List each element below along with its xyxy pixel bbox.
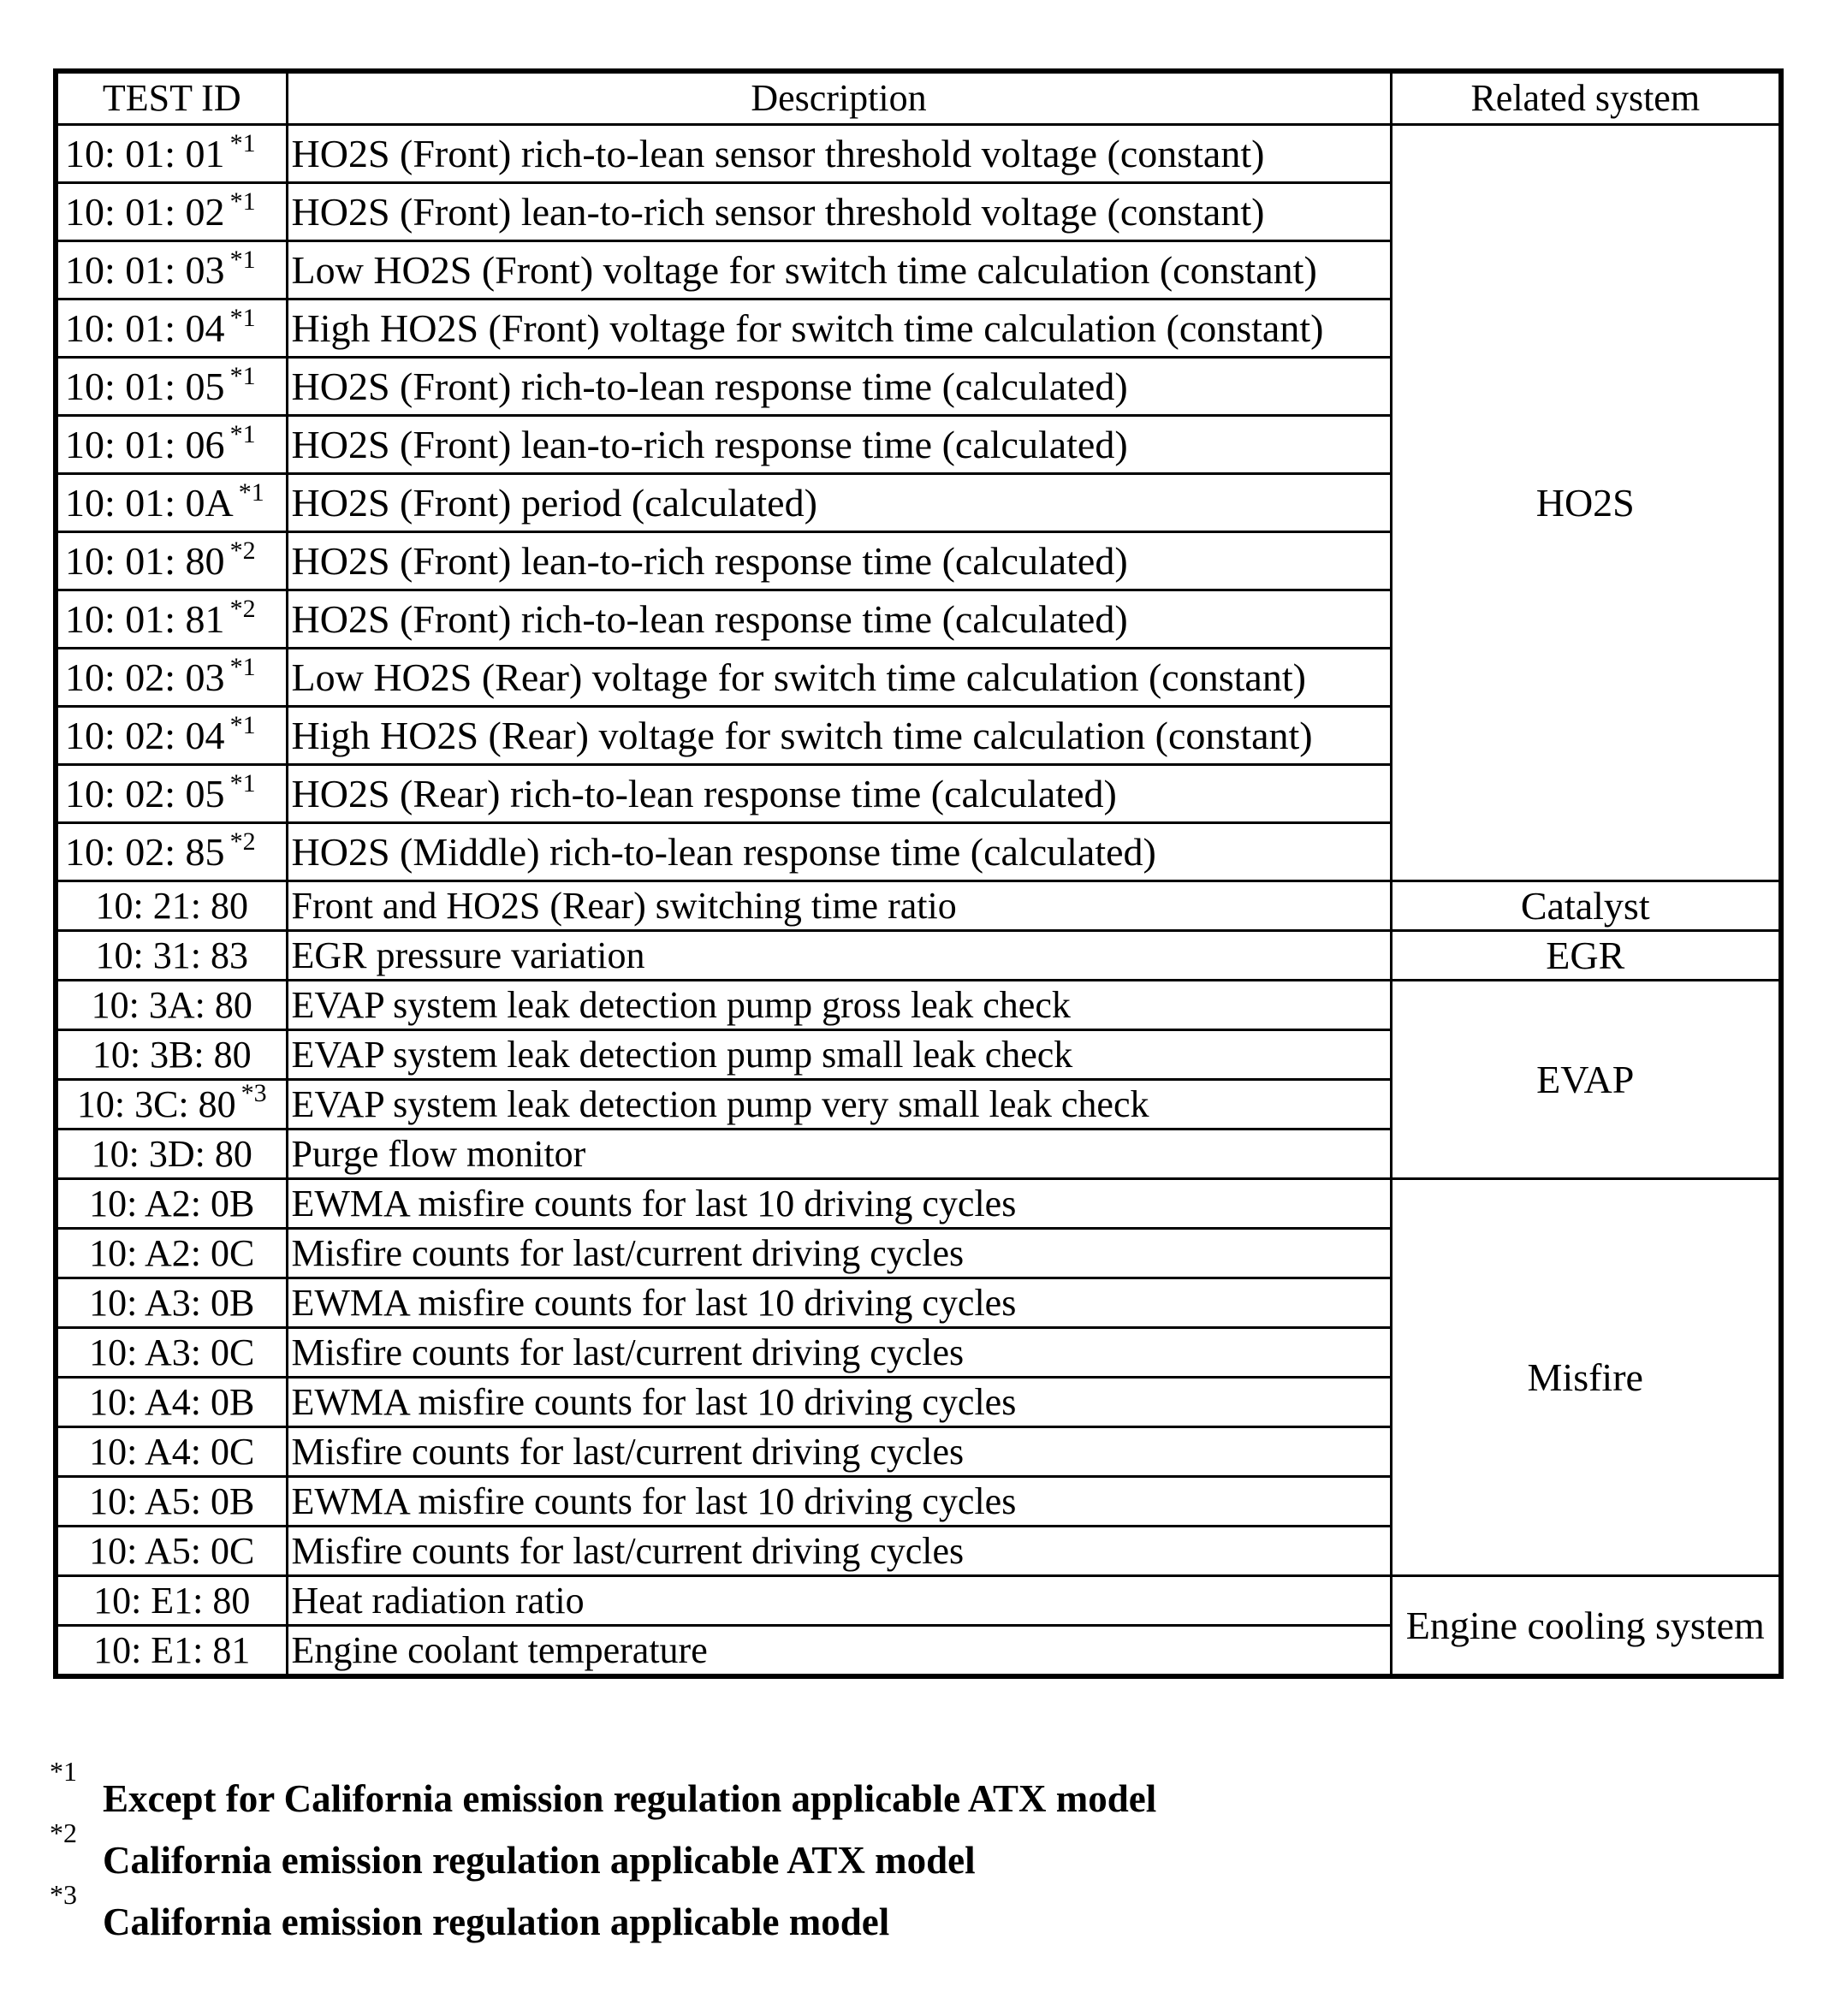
test-id-value: 10: 01: 80 [65, 538, 225, 583]
header-test-id: TEST ID [56, 71, 287, 125]
test-id-value: 10: 3A: 80 [91, 983, 252, 1026]
test-id-cell [56, 1278, 287, 1328]
test-id-cell [56, 125, 287, 183]
related-system-cell: EGR [1391, 931, 1781, 981]
footnote-mark: *1 [238, 477, 264, 507]
test-id-cell [56, 1179, 287, 1229]
test-id-cell [56, 1080, 287, 1130]
related-system-cell: EVAP [1391, 981, 1781, 1179]
test-id-value: 10: A5: 0C [89, 1529, 255, 1572]
test-id-value: 10: 02: 03 [65, 655, 225, 699]
test-id-value: 10: A4: 0B [89, 1380, 255, 1423]
header-description: Description [287, 71, 1391, 125]
test-id-cell [56, 823, 287, 881]
test-id-value: 10: 02: 05 [65, 771, 225, 815]
test-id-cell [56, 1030, 287, 1080]
related-system-cell: HO2S [1391, 125, 1781, 881]
test-id-cell [56, 931, 287, 981]
test-id-value: 10: 31: 83 [95, 934, 248, 976]
related-system-cell: Misfire [1391, 1179, 1781, 1576]
test-id-cell [56, 241, 287, 299]
test-id-value: 10: 01: 06 [65, 422, 225, 466]
test-id-cell [56, 981, 287, 1030]
test-id-cell [56, 532, 287, 590]
test-id-cell [56, 1527, 287, 1576]
test-id-value: 10: A2: 0B [89, 1182, 255, 1224]
test-id-value: 10: E1: 81 [93, 1628, 251, 1671]
test-id-value: 10: A3: 0C [89, 1331, 255, 1373]
header-related-system: Related system [1391, 71, 1781, 125]
description-cell: EVAP system leak detection pump very small leak check [287, 1080, 1391, 1130]
description-cell: EVAP system leak detection pump gross leak check [287, 981, 1391, 1030]
test-id-cell [56, 707, 287, 765]
description-cell: HO2S (Rear) rich-to-lean response time (calculated) [287, 765, 1391, 823]
footnote-mark: *1 [229, 187, 256, 216]
test-id-cell [56, 1576, 287, 1626]
footnote-mark: *2 [229, 594, 256, 623]
header-row [56, 71, 1781, 125]
test-id-value: 10: 01: 02 [65, 189, 225, 234]
description-cell: Front and HO2S (Rear) switching time ratio [287, 881, 1391, 931]
description-cell: Misfire counts for last/current driving cycles [287, 1229, 1391, 1278]
test-id-cell [56, 765, 287, 823]
test-id-cell [56, 1626, 287, 1677]
test-id-value: 10: 3D: 80 [91, 1132, 252, 1175]
description-cell: EWMA misfire counts for last 10 driving cycles [287, 1378, 1391, 1427]
description-cell: High HO2S (Rear) voltage for switch time calculation (constant) [287, 707, 1391, 765]
description-cell: HO2S (Middle) rich-to-lean response time (calculated) [287, 823, 1391, 881]
description-cell: EGR pressure variation [287, 931, 1391, 981]
description-cell: HO2S (Front) period (calculated) [287, 474, 1391, 532]
description-cell: Low HO2S (Front) voltage for switch time calculation (constant) [287, 241, 1391, 299]
description-cell: EVAP system leak detection pump small leak check [287, 1030, 1391, 1080]
test-id-table [53, 68, 1784, 1679]
table-row [56, 1179, 1781, 1229]
table-row [56, 931, 1781, 981]
description-cell: Misfire counts for last/current driving cycles [287, 1427, 1391, 1477]
test-id-cell [56, 358, 287, 416]
footnote-text: Except for California emission regulation applicable ATX model [103, 1777, 1157, 1820]
footnote-mark: *1 [229, 652, 256, 681]
related-system-cell: Engine cooling system [1391, 1576, 1781, 1677]
description-cell: Engine coolant temperature [287, 1626, 1391, 1677]
description-cell: Purge flow monitor [287, 1130, 1391, 1179]
test-id-cell [56, 299, 287, 358]
test-id-value: 10: 01: 05 [65, 364, 225, 408]
test-id-value: 10: A5: 0B [89, 1479, 255, 1522]
footnote-mark: *1 [229, 419, 256, 448]
test-id-value: 10: A3: 0B [89, 1281, 255, 1324]
test-id-cell [56, 416, 287, 474]
footnote-mark: *1 [229, 768, 256, 798]
test-id-value: 10: E1: 80 [93, 1579, 251, 1622]
test-id-cell [56, 1229, 287, 1278]
test-id-value: 10: A2: 0C [89, 1231, 255, 1274]
test-id-value: 10: 01: 01 [65, 131, 225, 175]
description-cell: Misfire counts for last/current driving cycles [287, 1328, 1391, 1378]
footnote-mark: *2 [50, 1817, 77, 1848]
description-cell: HO2S (Front) rich-to-lean sensor threshold voltage (constant) [287, 125, 1391, 183]
description-cell: High HO2S (Front) voltage for switch time calculation (constant) [287, 299, 1391, 358]
footnote-mark: *1 [229, 710, 256, 739]
test-id-cell [56, 1427, 287, 1477]
test-id-value: 10: 01: 03 [65, 247, 225, 292]
test-id-cell [56, 881, 287, 931]
description-cell: HO2S (Front) lean-to-rich response time (calculated) [287, 416, 1391, 474]
table-row [56, 881, 1781, 931]
test-id-cell [56, 590, 287, 649]
footnote-mark: *2 [229, 827, 256, 856]
table-row [56, 125, 1781, 183]
description-cell: Low HO2S (Rear) voltage for switch time calculation (constant) [287, 649, 1391, 707]
test-id-cell [56, 1130, 287, 1179]
description-cell: HO2S (Front) rich-to-lean response time (calculated) [287, 358, 1391, 416]
related-system-cell: Catalyst [1391, 881, 1781, 931]
description-cell: Heat radiation ratio [287, 1576, 1391, 1626]
description-cell: Misfire counts for last/current driving cycles [287, 1527, 1391, 1576]
test-id-cell [56, 649, 287, 707]
footnote-text: California emission regulation applicable model [103, 1900, 890, 1943]
test-id-value: 10: 3C: 80 [76, 1082, 236, 1125]
footnote-mark: *3 [240, 1079, 267, 1107]
description-cell: HO2S (Front) rich-to-lean response time (calculated) [287, 590, 1391, 649]
table-row [56, 1576, 1781, 1626]
footnote-mark: *3 [50, 1879, 77, 1910]
footnote-mark: *1 [229, 128, 256, 157]
description-cell: HO2S (Front) lean-to-rich sensor threshold voltage (constant) [287, 183, 1391, 241]
test-id-cell [56, 1378, 287, 1427]
test-id-value: 10: 02: 85 [65, 829, 225, 874]
test-id-value: 10: 21: 80 [95, 884, 248, 927]
test-id-cell [56, 1477, 287, 1527]
table-row [56, 981, 1781, 1030]
test-id-cell [56, 1328, 287, 1378]
description-cell: EWMA misfire counts for last 10 driving cycles [287, 1179, 1391, 1229]
description-cell: HO2S (Front) lean-to-rich response time (calculated) [287, 532, 1391, 590]
test-id-value: 10: 01: 81 [65, 596, 225, 641]
test-id-cell [56, 474, 287, 532]
footnote-mark: *1 [50, 1756, 77, 1787]
description-cell: EWMA misfire counts for last 10 driving cycles [287, 1278, 1391, 1328]
test-id-value: 10: 02: 04 [65, 713, 225, 757]
test-id-value: 10: 01: 0A [65, 480, 234, 525]
test-id-cell [56, 183, 287, 241]
footnote-mark: *1 [229, 303, 256, 332]
test-id-value: 10: 01: 04 [65, 305, 225, 350]
test-id-value: 10: 3B: 80 [92, 1033, 252, 1076]
test-id-value: 10: A4: 0C [89, 1430, 255, 1473]
footnote-mark: *2 [229, 536, 256, 565]
table-body [56, 125, 1781, 1677]
description-cell: EWMA misfire counts for last 10 driving cycles [287, 1477, 1391, 1527]
footnote-text: California emission regulation applicable ATX model [103, 1839, 976, 1882]
footnote-mark: *1 [229, 361, 256, 390]
footnote-mark: *1 [229, 245, 256, 274]
